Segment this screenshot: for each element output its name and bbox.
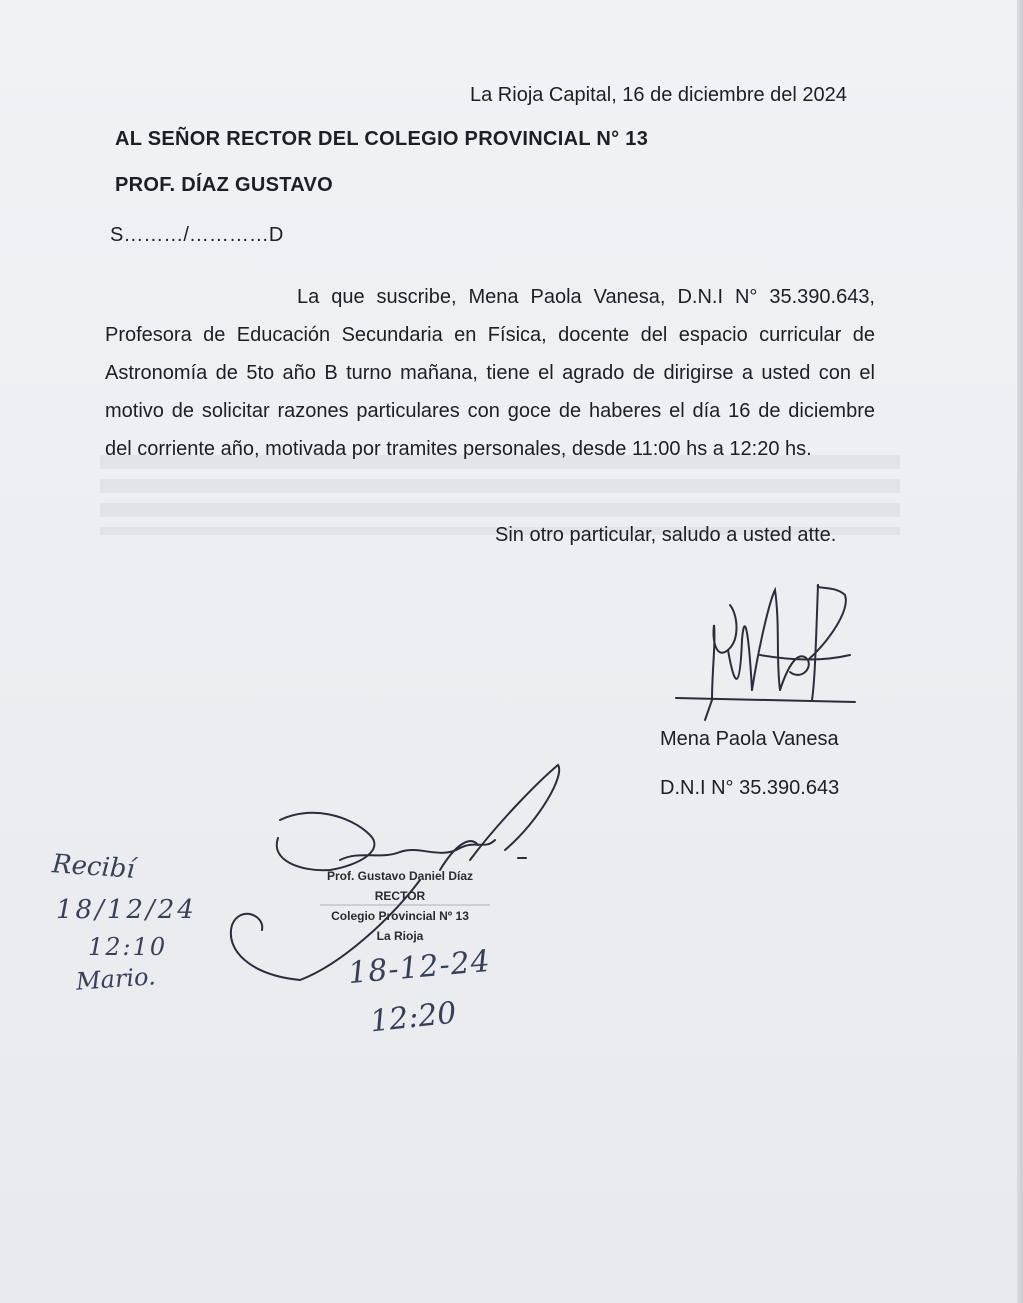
- addressee-line-1: AL SEÑOR RECTOR DEL COLEGIO PROVINCIAL N° 13: [115, 128, 649, 150]
- rector-handwritten-date: 18-12-24: [346, 943, 493, 992]
- received-time: 12:10: [88, 933, 168, 961]
- signer-dni: D.N.I N° 35.390.643: [660, 777, 840, 799]
- stamp-line-2: RECTOR: [374, 889, 426, 903]
- stamp-line-1: Prof. Gustavo Daniel Díaz: [326, 869, 474, 883]
- author-signature: [676, 585, 855, 720]
- received-label: Recibí: [51, 849, 136, 885]
- closing-line: Sin otro particular, saludo a usted atte.: [495, 524, 837, 546]
- received-date: 18/12/24: [56, 895, 197, 925]
- rector-stamp: [300, 866, 500, 946]
- addressee-line-2: PROF. DÍAZ GUSTAVO: [115, 174, 333, 196]
- received-name: Mario.: [75, 962, 157, 996]
- rector-handwritten-time: 12:20: [368, 995, 459, 1040]
- signer-name: Mena Paola Vanesa: [660, 728, 839, 750]
- letter-body: La que suscribe, Mena Paola Vanesa, D.N.I N° 35.390.643, Profesora de Educación Secundaria en Física, docente del espacio curricular de Astronomía de 5to año B turno mañana, tiene el agrado de dirigirse a usted con el motivo de solicitar razones particulares con goce de haberes el día 16 de diciembre del corriente año, motivada por tramites personales, desde 11:00 hs a 12:20 hs.: [105, 286, 875, 460]
- date-line: La Rioja Capital, 16 de diciembre del 2024: [470, 84, 847, 106]
- stamp-line-3: Colegio Provincial Nº 13: [331, 909, 469, 923]
- stamp-line-4: La Rioja: [376, 929, 424, 943]
- salutation: S………/…………D: [110, 224, 284, 246]
